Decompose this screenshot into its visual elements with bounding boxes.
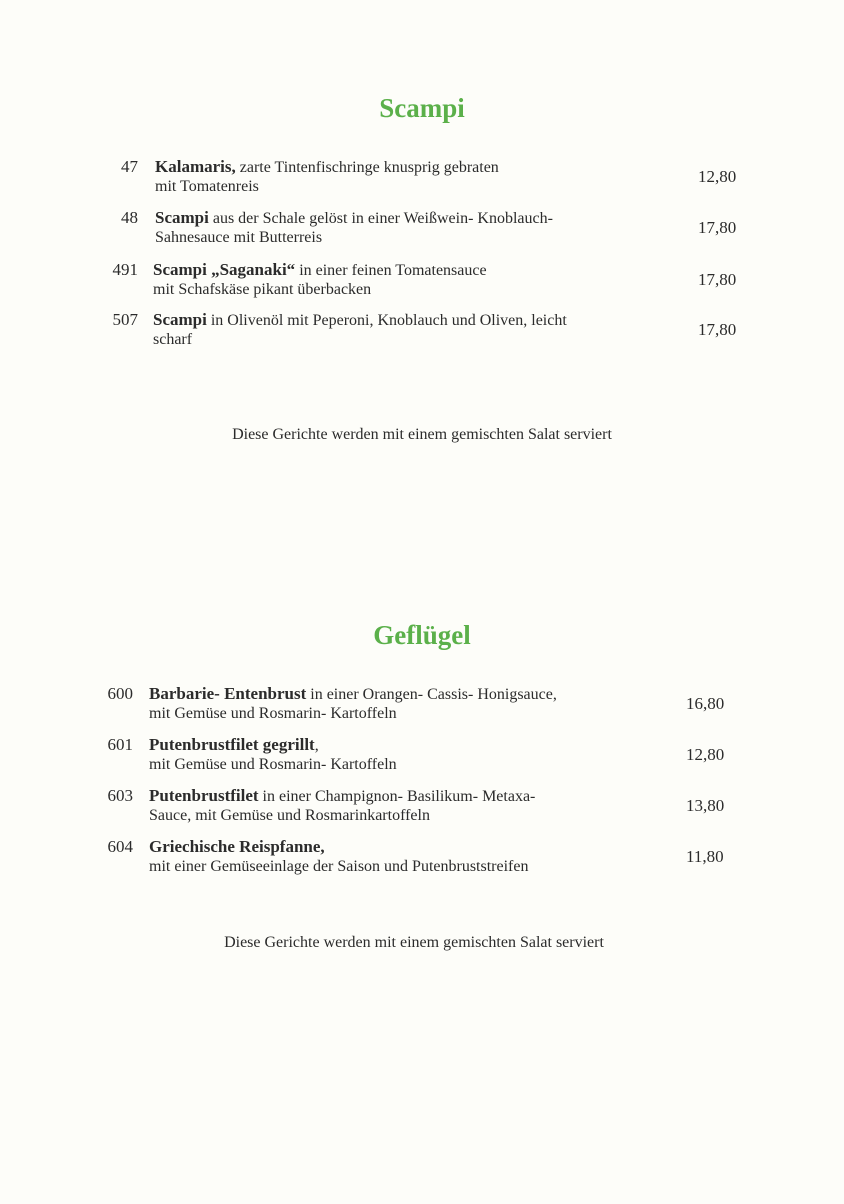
- menu-item: [98, 310, 758, 356]
- item-desc: aus der Schale gelöst in einer Weißwein- Knoblauch-: [208, 210, 553, 227]
- item-number: 603: [107, 786, 133, 805]
- item-price: 13,80: [686, 796, 725, 815]
- menu-item: [98, 684, 758, 730]
- item-text: [153, 260, 487, 299]
- item-name: Barbarie- Entenbrust: [149, 684, 307, 703]
- item-number: 600: [107, 684, 133, 703]
- item-name: Scampi: [153, 310, 207, 329]
- menu-item: [98, 208, 758, 254]
- item-price: 12,80: [686, 745, 725, 764]
- section-title-scampi: Scampi: [379, 93, 465, 123]
- item-number: 507: [112, 310, 138, 329]
- item-name: Scampi „Saganaki“: [153, 260, 296, 279]
- item-name: Kalamaris,: [155, 157, 236, 176]
- item-number: 48: [121, 208, 138, 227]
- item-name: Scampi: [155, 208, 209, 227]
- item-price: 17,80: [698, 218, 737, 237]
- item-text: [155, 157, 499, 196]
- item-desc: zarte Tintenfischringe knusprig gebraten: [235, 159, 499, 176]
- item-desc-line2: scharf: [153, 331, 193, 348]
- item-desc-line2: mit Gemüse und Rosmarin- Kartoffeln: [149, 756, 397, 773]
- item-desc: in einer Champignon- Basilikum- Metaxa-: [258, 788, 536, 805]
- item-text: [149, 837, 528, 876]
- item-desc-line2: Sauce, mit Gemüse und Rosmarinkartoffeln: [149, 807, 430, 824]
- menu-item: [98, 837, 758, 883]
- section-note: Diese Gerichte werden mit einem gemischten Salat serviert: [224, 934, 604, 951]
- item-name: Putenbrustfilet: [149, 786, 259, 805]
- item-price: 17,80: [698, 270, 737, 289]
- item-number: 604: [107, 837, 133, 856]
- item-text: [153, 310, 567, 349]
- item-number: 601: [107, 735, 133, 754]
- item-name: Griechische Reispfanne,: [149, 837, 325, 856]
- menu-item: [98, 260, 758, 306]
- item-text: [149, 735, 397, 774]
- section-title-gefluegel: Geflügel: [373, 620, 471, 650]
- item-desc-line2: mit Schafskäse pikant überbacken: [153, 281, 372, 298]
- item-price: 17,80: [698, 320, 737, 339]
- section-note: Diese Gerichte werden mit einem gemischten Salat serviert: [232, 426, 612, 443]
- item-desc-line2: Sahnesauce mit Butterreis: [155, 229, 323, 246]
- menu-item: [98, 786, 758, 832]
- item-desc: ,: [314, 737, 319, 754]
- item-text: [149, 684, 557, 723]
- item-name: Putenbrustfilet gegrillt: [149, 735, 315, 754]
- item-desc-line2: mit einer Gemüseeinlage der Saison und Putenbruststreifen: [149, 858, 529, 875]
- item-text: [149, 786, 535, 825]
- item-number: 491: [112, 260, 138, 279]
- item-number: 47: [121, 157, 138, 176]
- menu-item: [98, 157, 758, 203]
- item-price: 11,80: [686, 847, 724, 866]
- item-desc-line2: mit Tomatenreis: [155, 178, 259, 195]
- item-desc: in einer Orangen- Cassis- Honigsauce,: [306, 686, 557, 703]
- item-desc: in Olivenöl mit Peperoni, Knoblauch und Oliven, leicht: [206, 312, 567, 329]
- menu-item: [98, 735, 758, 781]
- item-desc: in einer feinen Tomatensauce: [295, 262, 487, 279]
- item-desc-line2: mit Gemüse und Rosmarin- Kartoffeln: [149, 705, 397, 722]
- item-text: [155, 208, 553, 247]
- item-price: 16,80: [686, 694, 725, 713]
- item-price: 12,80: [698, 167, 737, 186]
